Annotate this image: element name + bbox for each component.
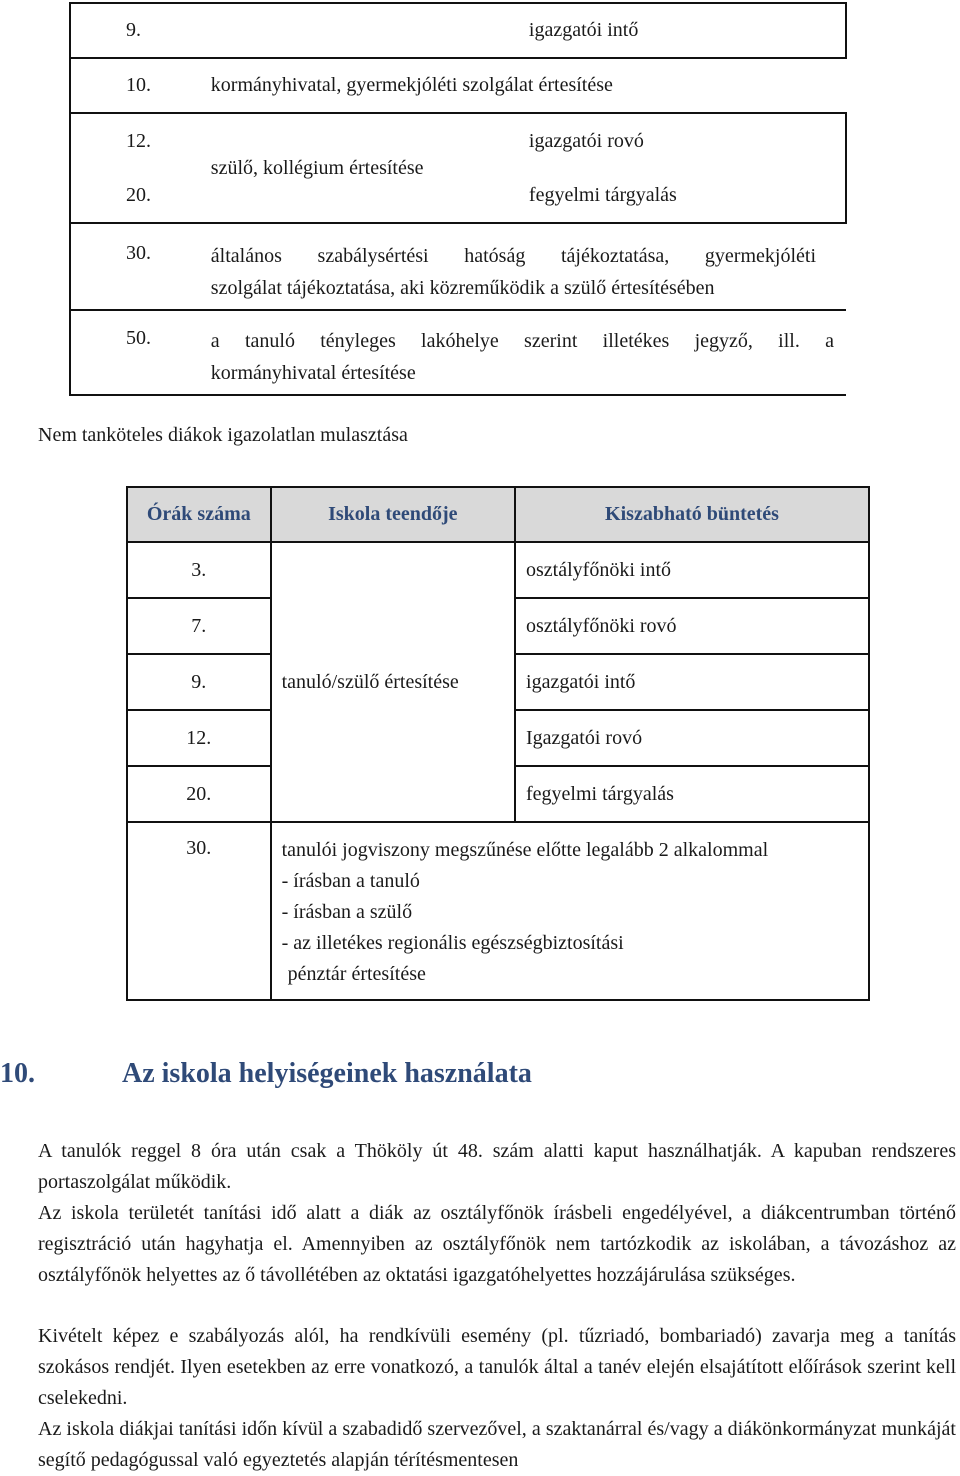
table-row: [70, 58, 846, 113]
hours-cell: 50.: [70, 310, 201, 395]
penalty-cell: igazgatói intő: [515, 654, 869, 710]
table-row: [70, 3, 846, 58]
header-penalty: Kiszabható büntetés: [515, 487, 869, 542]
section-heading: [0, 1058, 532, 1090]
hours-cell: 9.: [70, 3, 201, 58]
header-action: Iskola teendője: [271, 487, 515, 542]
hours-cell: 10.: [70, 58, 201, 113]
action-cell: [271, 822, 869, 1000]
paragraph: Az iskola diákjai tanítási időn kívül a szabadidő szervezővel, a szaktanárral és/vagy a diákönkormányzat munkáját segítő pedagógussal való egyeztetés alapján térítésmentesen: [38, 1418, 956, 1471]
hours-cell: 7.: [127, 598, 271, 654]
penalty-cell: igazgatói intő: [519, 3, 846, 58]
hours-cell: 30.: [127, 822, 271, 1000]
subheading: Nem tanköteles diákok igazolatlan mulasztása: [38, 424, 408, 446]
table-row: [127, 822, 869, 1000]
action-line: pénztár értesítése: [287, 963, 426, 985]
hours-cell: 12.: [127, 710, 271, 766]
action-cell: [201, 223, 846, 310]
hours-cell: 20.: [127, 766, 271, 822]
table-header-row: [127, 487, 869, 542]
action-line: a tanuló tényleges lakóhelye szerint illetékes jegyző, ill. a: [210, 330, 834, 352]
action-line: - az illetékes regionális egészségbiztosítási: [281, 932, 624, 954]
action-line: általános szabálysértési hatóság tájékoztatása, gyermekjóléti: [210, 245, 816, 267]
action-line: - írásban a szülő: [281, 901, 413, 923]
section-number: 10.: [0, 1058, 35, 1089]
action-line: kormányhivatal értesítése: [210, 362, 416, 384]
hours-cell: 30.: [70, 223, 201, 310]
table-row: [70, 310, 846, 395]
paragraph: A tanulók reggel 8 óra után csak a Thököly út 48. szám alatti kaput használhatják. A kapuban rendszeres portaszolgálat működik.: [38, 1140, 956, 1193]
paragraph: Kivételt képez e szabályozás alól, ha rendkívüli esemény (pl. tűzriadó, bombariadó) zavarja meg a tanítás szokásos rendjét. Ilyen esetekben az erre vonatkozó, a tanulók által a tanév elején elsajátított előírások szerint kell cselekedni.: [38, 1325, 956, 1409]
unexcused-absence-table-non-compulsory: [126, 486, 870, 1001]
action-cell: szülő, kollégium értesítése: [201, 113, 519, 223]
hours-cell: [70, 113, 201, 223]
penalty-cell: fegyelmi tárgyalás: [515, 766, 869, 822]
hours-value: 12.: [126, 130, 151, 152]
action-cell: [201, 3, 519, 58]
penalty-cell: osztályfőnöki intő: [515, 542, 869, 598]
penalty-cell: Igazgatói rovó: [515, 710, 869, 766]
action-cell: [201, 310, 846, 395]
action-cell: kormányhivatal, gyermekjóléti szolgálat értesítése: [201, 58, 846, 113]
penalty-value: igazgatói rovó: [528, 130, 644, 152]
table-row: [70, 223, 846, 310]
penalty-cell: [519, 113, 846, 223]
hours-value: 20.: [126, 184, 151, 206]
hours-cell: 9.: [127, 654, 271, 710]
penalty-value: fegyelmi tárgyalás: [528, 184, 677, 206]
action-cell: tanuló/szülő értesítése: [271, 542, 515, 822]
header-hours: Órák száma: [127, 487, 271, 542]
section-title: Az iskola helyiségeinek használata: [122, 1058, 532, 1089]
action-line: - írásban a tanuló: [281, 870, 420, 892]
hours-cell: 3.: [127, 542, 271, 598]
action-line: szolgálat tájékoztatása, aki közreműködik a szülő értesítésében: [210, 277, 715, 299]
table-row: [70, 113, 846, 223]
paragraph: Az iskola területét tanítási idő alatt a diák az osztályfőnök írásbeli engedélyével, a diákcentrumban történő regisztráció után hagyhatja el. Amennyiben az osztályfőnök nem tartózkodik az iskolában, a távozáshoz az osztályfőnök helyettes az ő távollétében az oktatási igazgatóhelyettes hozzájárulása szükséges.: [38, 1202, 956, 1286]
action-line: tanulói jogviszony megszűnése előtte legalább 2 alkalommal: [281, 839, 769, 861]
table-row: [127, 542, 869, 598]
unexcused-absence-table-compulsory: [69, 2, 847, 396]
penalty-cell: osztályfőnöki rovó: [515, 598, 869, 654]
